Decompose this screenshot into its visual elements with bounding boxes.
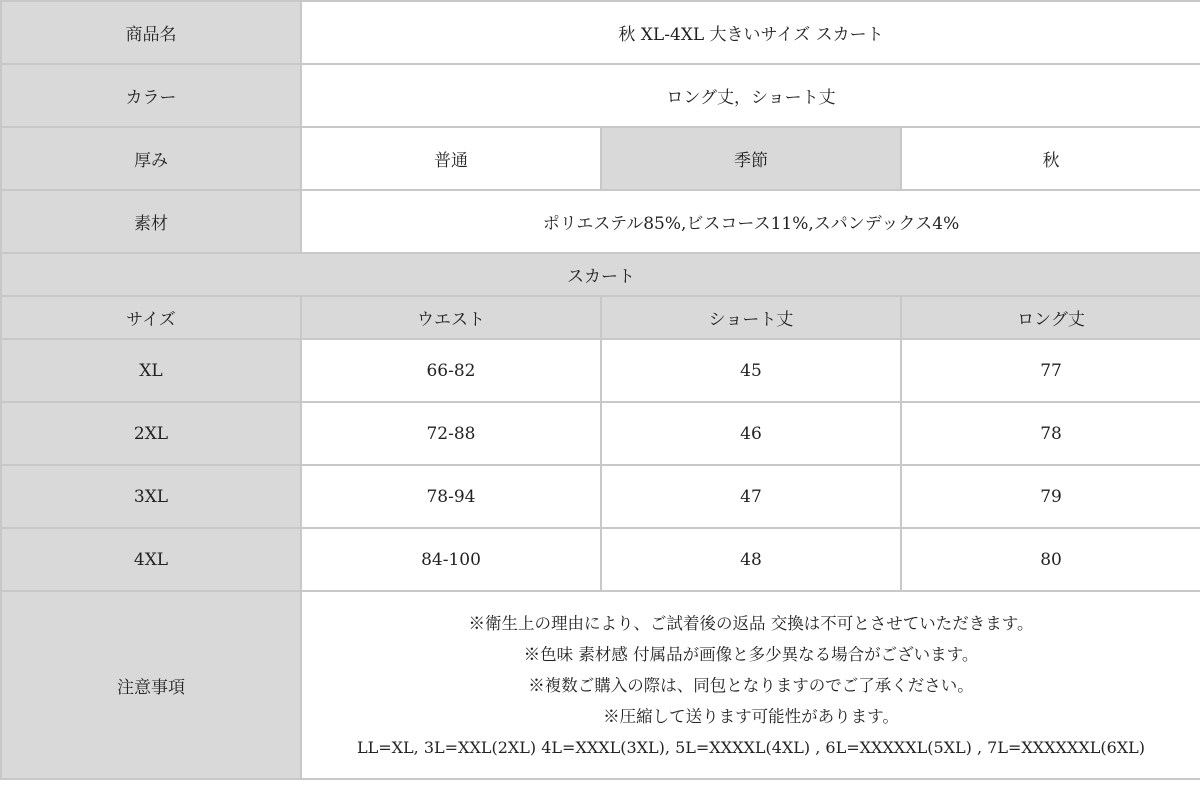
size-header-row	[1, 296, 1200, 339]
short-length-cell: 46	[601, 402, 901, 465]
section-title: スカート	[1, 253, 1200, 296]
color-row	[1, 64, 1200, 127]
size-row	[1, 528, 1200, 591]
size-cell: XL	[1, 339, 301, 402]
thickness-label: 厚み	[1, 127, 301, 190]
size-cell: 3XL	[1, 465, 301, 528]
notes-row	[1, 591, 1200, 779]
size-row	[1, 402, 1200, 465]
waist-cell: 78-94	[301, 465, 601, 528]
product-name-label: 商品名	[1, 1, 301, 64]
long-length-cell: 77	[901, 339, 1200, 402]
season-label: 季節	[601, 127, 901, 190]
section-title-row	[1, 253, 1200, 296]
thickness-value: 普通	[301, 127, 601, 190]
size-header-short-length: ショート丈	[601, 296, 901, 339]
short-length-cell: 47	[601, 465, 901, 528]
size-conversion-note: LL=XL, 3L=XXL(2XL) 4L=XXXL(3XL), 5L=XXXXL(4XL) , 6L=XXXXXL(5XL) , 7L=XXXXXXL(6XL)	[357, 737, 1146, 757]
size-header-size: サイズ	[1, 296, 301, 339]
note-line: ※衛生上の理由により、ご試着後の返品 交換は不可とさせていただきます。	[468, 613, 1034, 633]
material-label: 素材	[1, 190, 301, 253]
size-header-long-length: ロング丈	[901, 296, 1200, 339]
size-cell: 2XL	[1, 402, 301, 465]
long-length-cell: 79	[901, 465, 1200, 528]
notes-content	[301, 591, 1200, 779]
product-name-value: 秋 XL-4XL 大きいサイズ スカート	[301, 1, 1200, 64]
waist-cell: 66-82	[301, 339, 601, 402]
size-row	[1, 339, 1200, 402]
short-length-cell: 45	[601, 339, 901, 402]
thickness-row	[1, 127, 1200, 190]
material-value: ポリエステル85%,ビスコース11%,スパンデックス4%	[301, 190, 1200, 253]
long-length-cell: 78	[901, 402, 1200, 465]
waist-cell: 84-100	[301, 528, 601, 591]
size-header-waist: ウエスト	[301, 296, 601, 339]
notes-label: 注意事項	[1, 591, 301, 779]
long-length-cell: 80	[901, 528, 1200, 591]
color-value: ロング丈，ショート丈	[301, 64, 1200, 127]
size-cell: 4XL	[1, 528, 301, 591]
note-line: ※色味 素材感 付属品が画像と多少異なる場合がございます。	[523, 644, 979, 664]
note-line: ※圧縮して送ります可能性があります。	[603, 706, 899, 726]
season-value: 秋	[901, 127, 1200, 190]
short-length-cell: 48	[601, 528, 901, 591]
size-row	[1, 465, 1200, 528]
waist-cell: 72-88	[301, 402, 601, 465]
note-line: ※複数ご購入の際は、同包となりますのでご了承ください。	[528, 675, 974, 695]
color-label: カラー	[1, 64, 301, 127]
material-row	[1, 190, 1200, 253]
product-name-row	[1, 1, 1200, 64]
